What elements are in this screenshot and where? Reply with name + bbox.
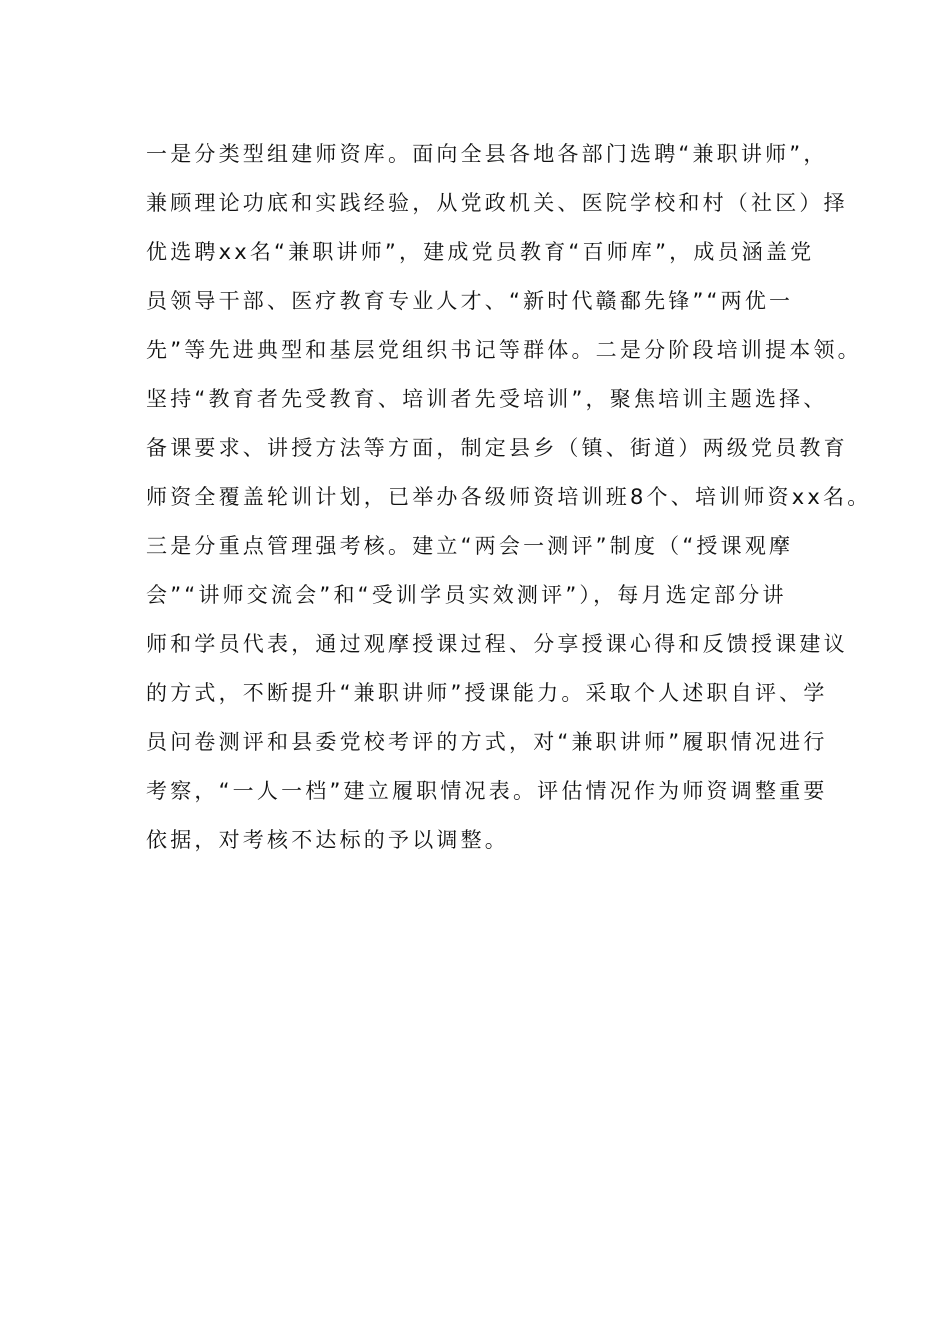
paragraph-line: 考察，“一人一档”建立履职情况表。评估情况作为师资调整重要 — [146, 779, 828, 803]
paragraph-line: 师资全覆盖轮训计划，已举办各级师资培训班8个、培训师资xx名。 — [146, 485, 872, 509]
paragraph-line: 坚持“教育者先受教育、培训者先受培训”，聚焦培训主题选择、 — [146, 387, 828, 411]
paragraph-line: 先”等先进典型和基层党组织书记等群体。二是分阶段培训提本领。 — [146, 338, 862, 362]
paragraph-line: 会”“讲师交流会”和“受训学员实效测评”），每月选定部分讲 — [146, 583, 787, 607]
paragraph-line: 员问卷测评和县委党校考评的方式，对“兼职讲师”履职情况进行 — [146, 730, 828, 754]
paragraph-line: 三是分重点管理强考核。建立“两会一测评”制度（“授课观摩 — [146, 534, 794, 558]
paragraph-line: 备课要求、讲授方法等方面，制定县乡（镇、街道）两级党员教育 — [146, 436, 848, 460]
paragraph-line: 一是分类型组建师资库。面向全县各地各部门选聘“兼职讲师”， — [146, 142, 828, 166]
paragraph-line: 师和学员代表，通过观摩授课过程、分享授课心得和反馈授课建议 — [146, 632, 848, 656]
paragraph-line: 优选聘xx名“兼职讲师”，建成党员教育“百师库”，成员涵盖党 — [146, 240, 815, 264]
paragraph-line: 依据，对考核不达标的予以调整。 — [146, 828, 509, 852]
paragraph-line: 的方式，不断提升“兼职讲师”授课能力。采取个人述职自评、学 — [146, 681, 828, 705]
body-paragraph — [146, 130, 872, 865]
paragraph-line: 员领导干部、医疗教育专业人才、“新时代赣鄱先锋”“两优一 — [146, 289, 794, 313]
paragraph-line: 兼顾理论功底和实践经验，从党政机关、医院学校和村（社区）择 — [146, 191, 848, 215]
